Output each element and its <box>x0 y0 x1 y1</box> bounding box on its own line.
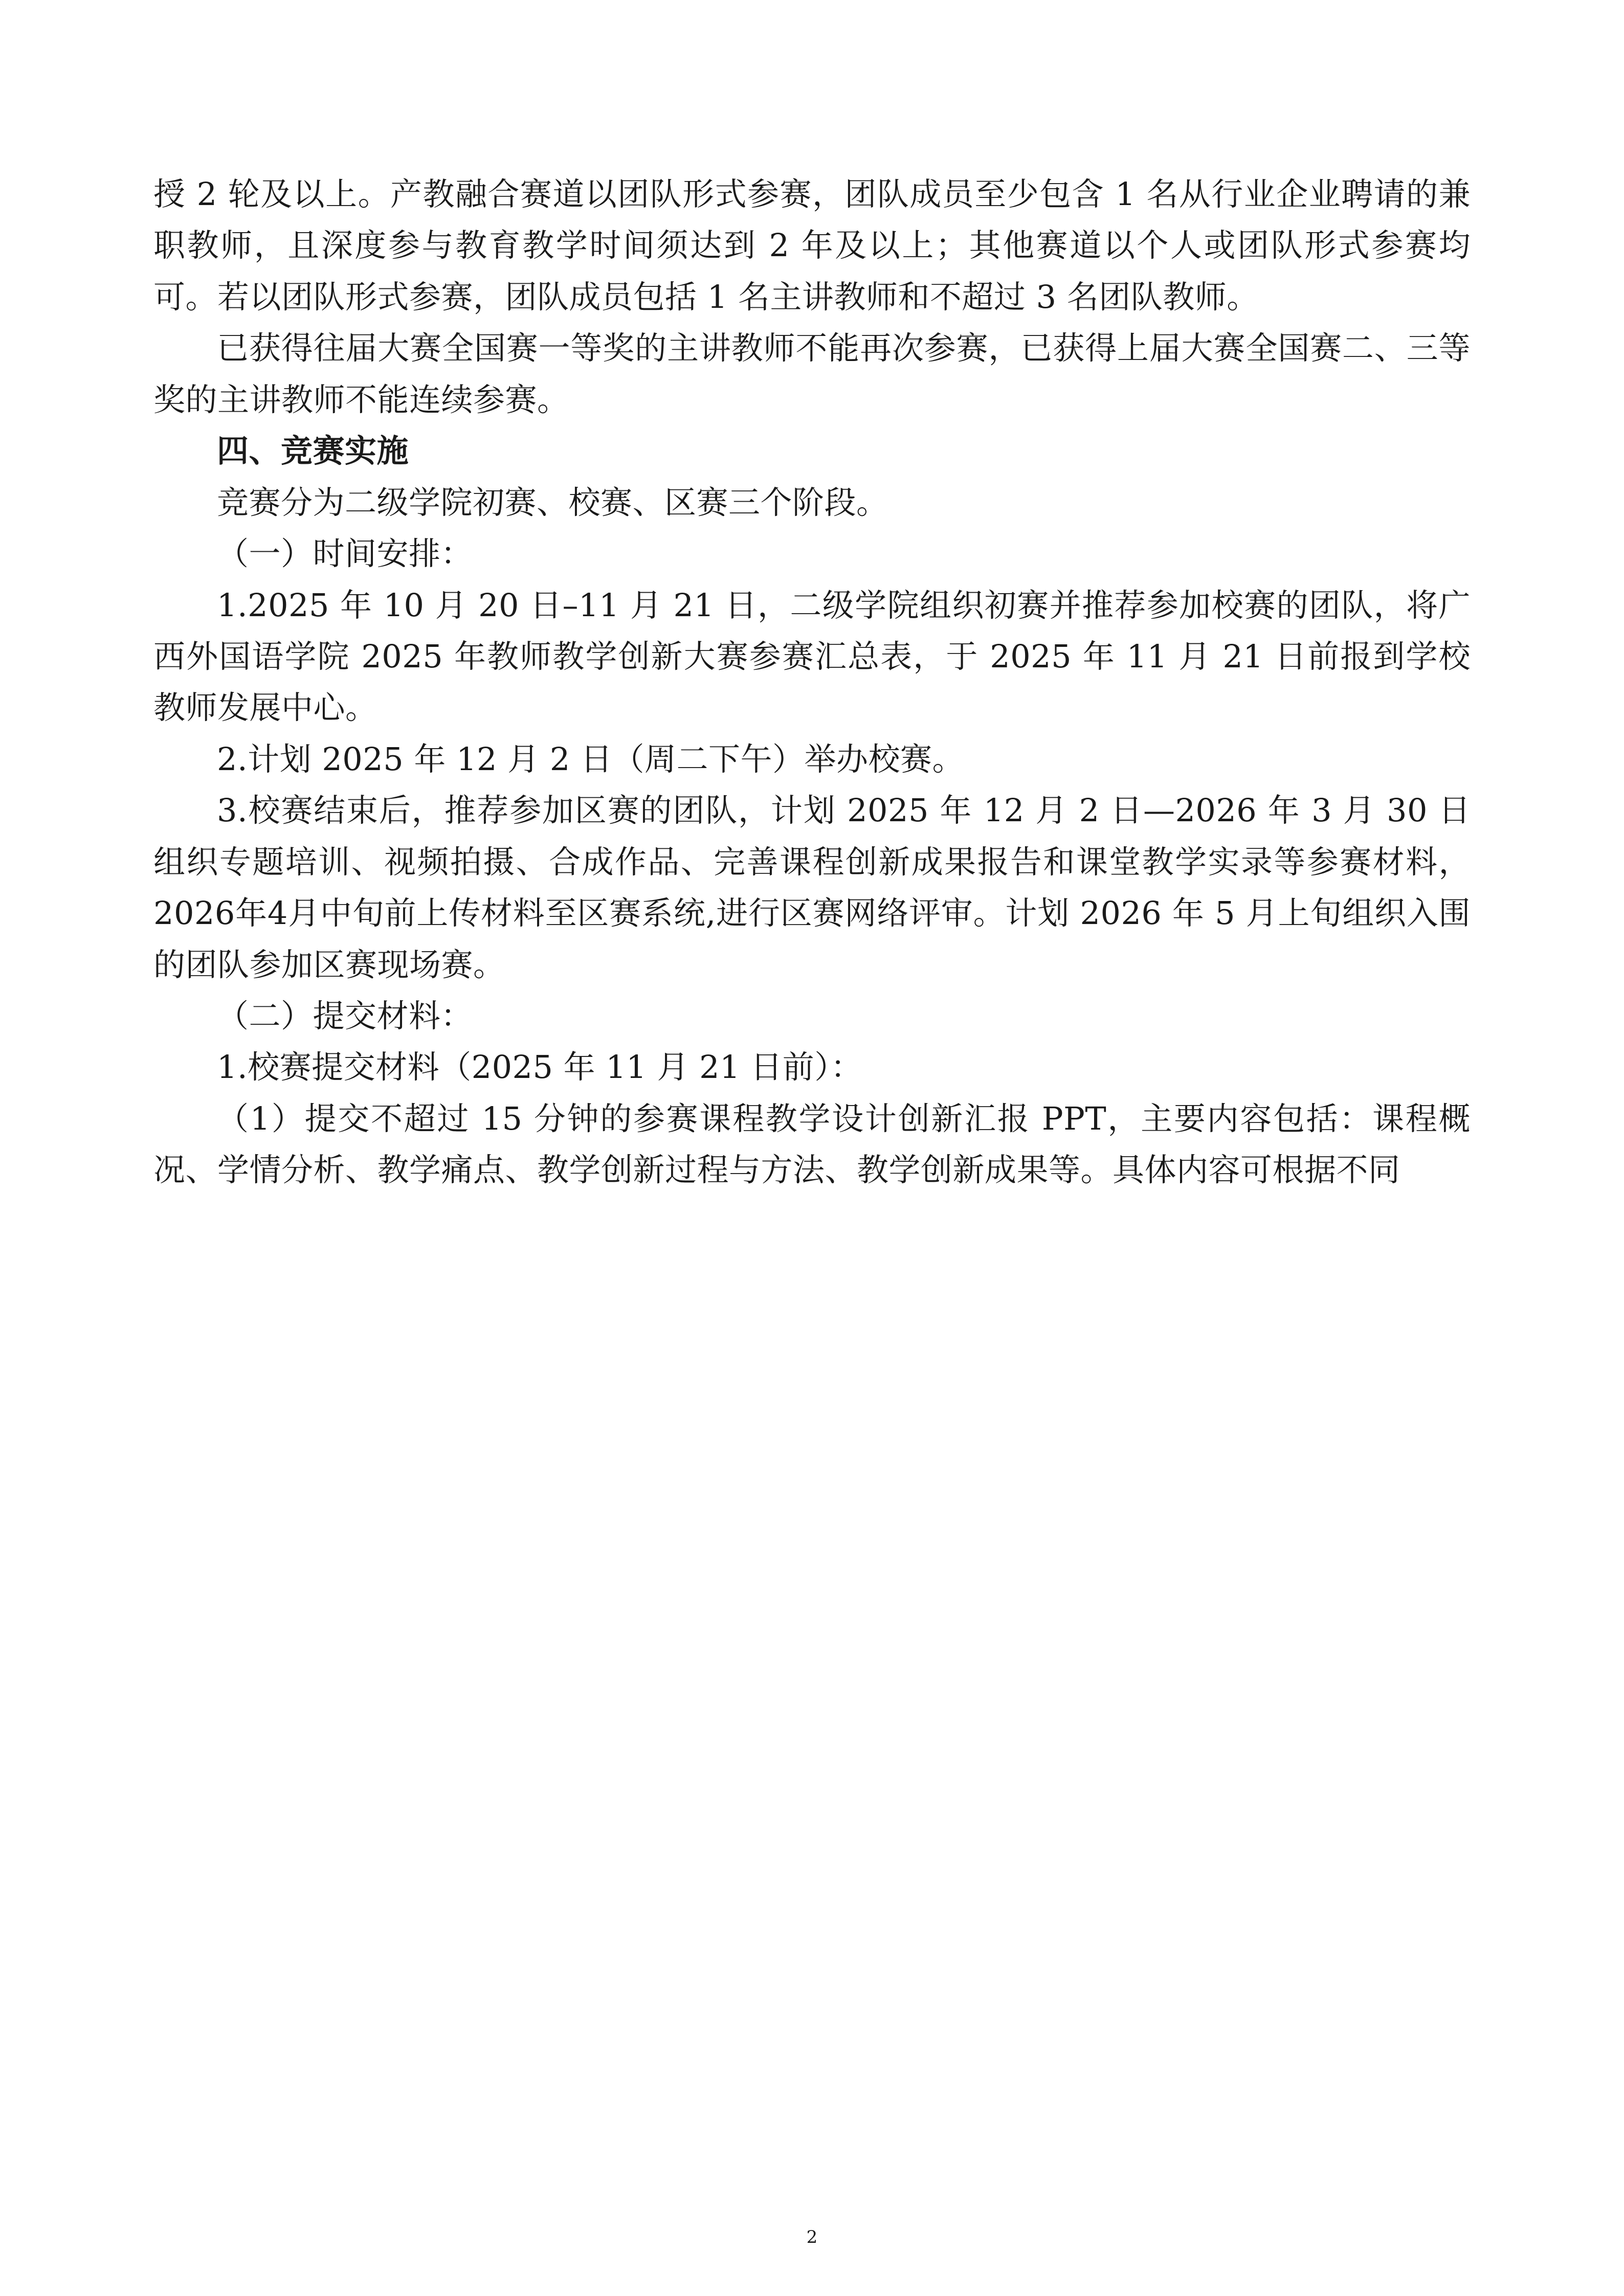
paragraph-award-restriction: 已获得往届大赛全国赛一等奖的主讲教师不能再次参赛，已获得上届大赛全国赛二、三等奖的主讲教师不能连续参赛。 <box>153 329 1471 418</box>
subheading-schedule: （一）时间安排： <box>217 535 473 573</box>
subheading-submission-materials: （二）提交材料： <box>217 997 473 1034</box>
paragraph-ppt-requirement: （1）提交不超过 15 分钟的参赛课程教学设计创新汇报 PPT，主要内容包括：课程概况、学情分析、教学痛点、教学创新过程与方法、教学创新成果等。具体内容可根据不同 <box>153 1099 1471 1189</box>
page-number: 2 <box>806 2227 818 2247</box>
paragraph-schedule-item-3: 3.校赛结束后，推荐参加区赛的团队，计划 2025 年 12 月 2 日—2026 年 3 月 30 日组织专题培训、视频拍摄、合成作品、完善课程创新成果报告和课堂教学实录等参赛材料，2026年4月中旬前上传材料至区赛系统,进行区赛网络评审。计划 2026 年 5 月上旬组织入围的团队参加区赛现场赛。 <box>153 792 1471 983</box>
paragraph-continuation: 授 2 轮及以上。产教融合赛道以团队形式参赛，团队成员至少包含 1 名从行业企业聘请的兼职教师，且深度参与教育教学时间须达到 2 年及以上；其他赛道以个人或团队形式参赛均可。若以团队形式参赛，团队成员包括 1 名主讲教师和不超过 3 名团队教师。 <box>153 175 1471 316</box>
section-heading-competition-implementation: 四、竞赛实施 <box>217 432 409 470</box>
paragraph-school-materials: 1.校赛提交材料（2025 年 11 月 21 日前）： <box>217 1048 863 1086</box>
paragraph-schedule-item-2: 2.计划 2025 年 12 月 2 日（周二下午）举办校赛。 <box>217 740 965 778</box>
paragraph-schedule-item-1: 1.2025 年 10 月 20 日–11 月 21 日，二级学院组织初赛并推荐参加校赛的团队，将广西外国语学院 2025 年教师教学创新大赛参赛汇总表，于 2025 年 11 月 21 日前报到学校教师发展中心。 <box>153 586 1471 727</box>
paragraph-three-stages: 竞赛分为二级学院初赛、校赛、区赛三个阶段。 <box>217 483 888 521</box>
document-body <box>153 169 1471 1196</box>
